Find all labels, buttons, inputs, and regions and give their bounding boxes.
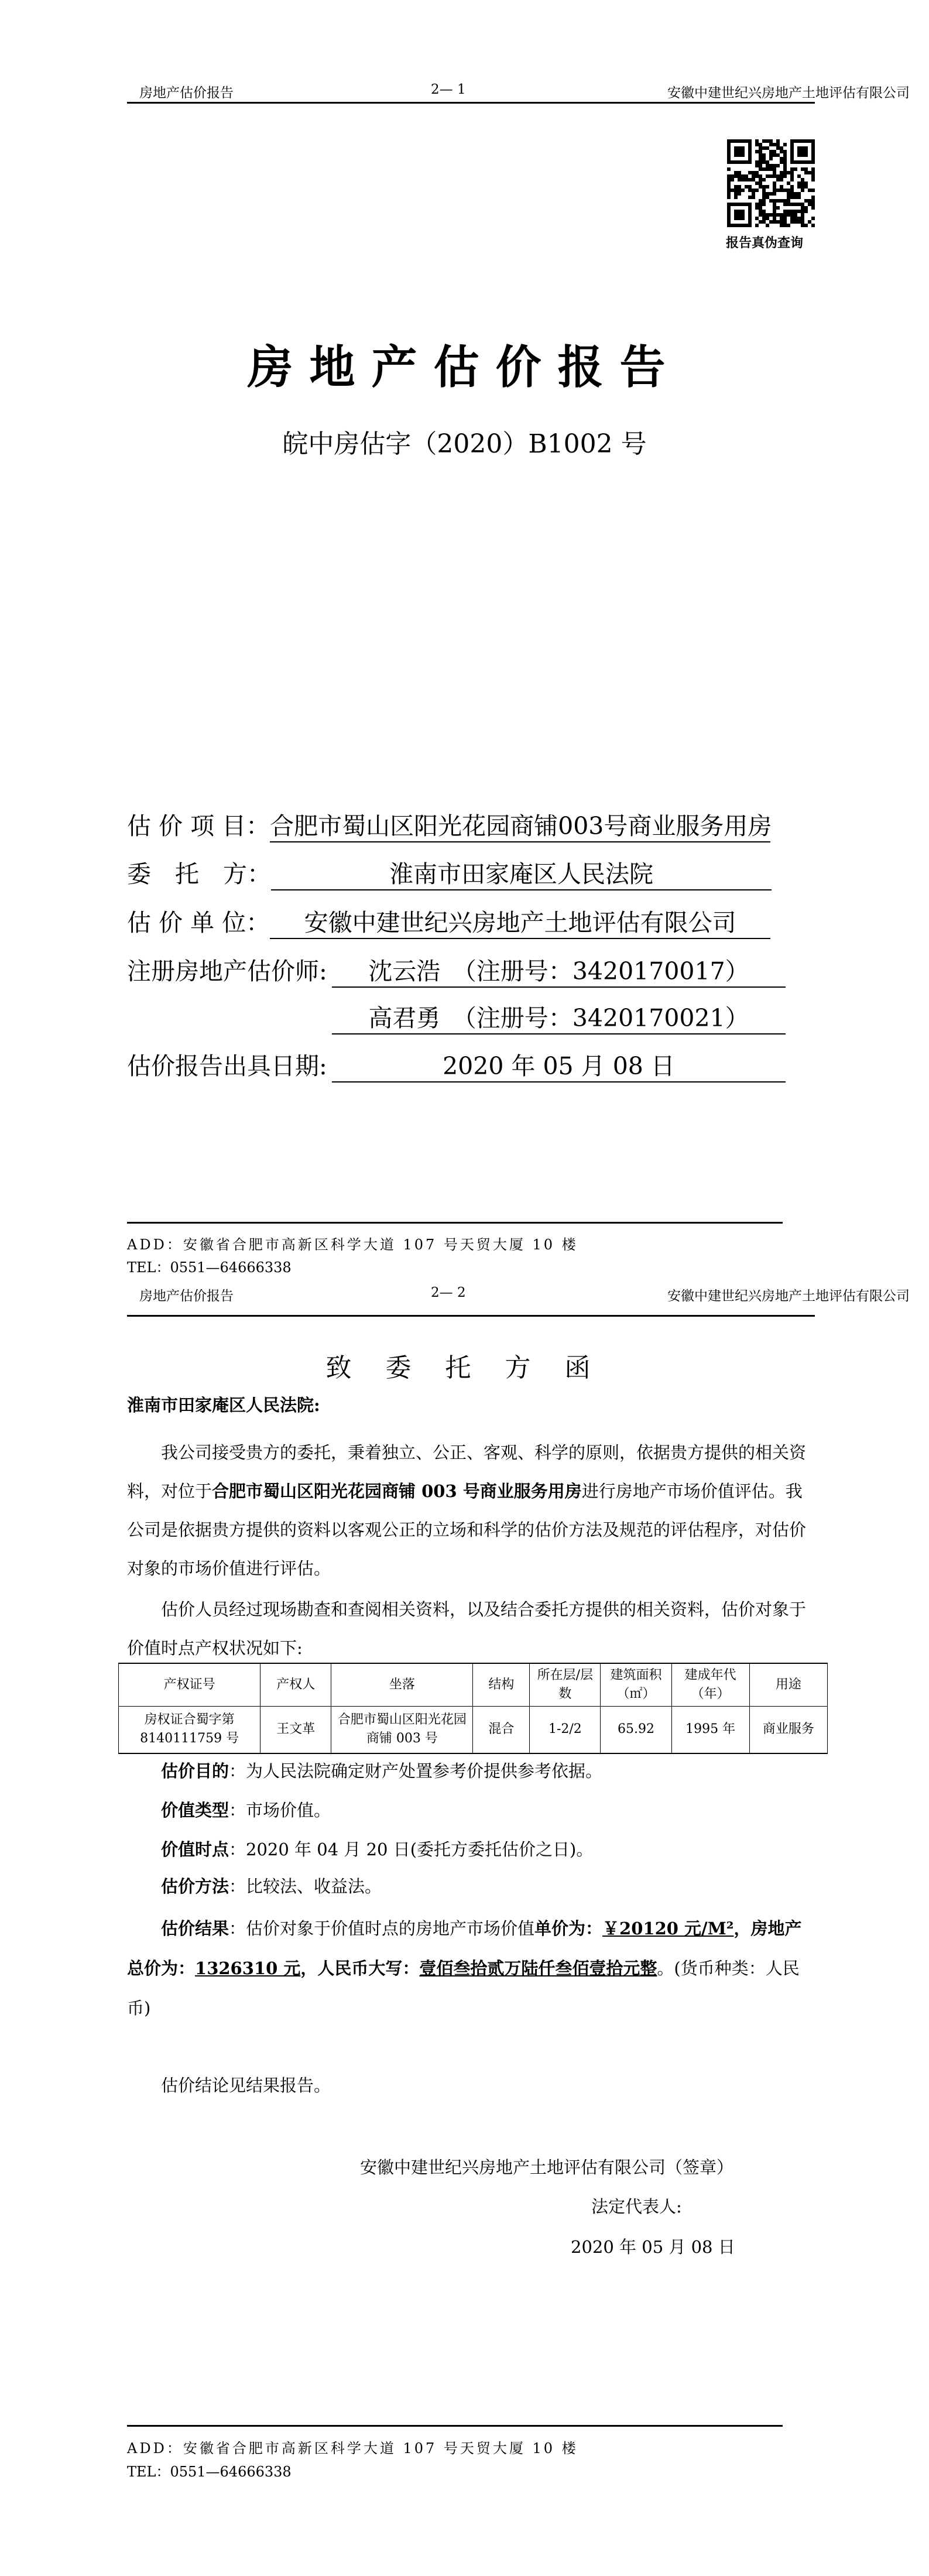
item-purpose: [161, 1758, 849, 1782]
table-header: 产权人: [260, 1663, 331, 1707]
header-rule: [127, 102, 815, 104]
report-title: 房地产估价报告: [247, 341, 682, 394]
table-header: 坐落: [331, 1663, 473, 1707]
item-value: ：为人民法院确定财产处置参考价提供参考依据。: [229, 1761, 603, 1781]
field-label: 估 价 项 目：: [127, 812, 270, 840]
footer-address: ADD：安徽省合肥市高新区科学大道 107 号天贸大厦 10 楼: [127, 2440, 578, 2457]
letter-date: 2020 年 05 月 08 日: [571, 2237, 735, 2257]
total-label: ，房地产总价为：: [127, 1919, 802, 1978]
conclusion: 估价结论见结果报告。: [161, 2075, 331, 2095]
table-row: [119, 1707, 828, 1753]
header-right: 安徽中建世纪兴房地产土地评估有限公司: [667, 85, 910, 101]
rmb-label: ，人民币大写：: [300, 1958, 420, 1978]
footer-tel: TEL：0551—64666338: [127, 1259, 292, 1276]
table-cell: 商业服务: [749, 1707, 827, 1753]
qr-code-icon[interactable]: [727, 139, 815, 227]
letter-title: 致 委 托 方 函: [325, 1353, 604, 1383]
field-appraiser-2: [127, 999, 786, 1034]
table-cell: 合肥市蜀山区阳光花园商铺 003 号: [331, 1707, 473, 1753]
field-value: 淮南市田家庵区人民法院: [271, 855, 772, 890]
legal-representative: 法定代表人:: [591, 2197, 682, 2217]
item-label: 估价结果: [161, 1919, 229, 1938]
item-value-date: [161, 1837, 849, 1861]
footer-tel: TEL：0551—64666338: [127, 2464, 292, 2480]
table-header-row: [119, 1663, 828, 1707]
para-text: 我公司接受贵方的委托，秉着独立、公正、客观、科学的原则，依据贵方提供的相关资料，对位于: [127, 1443, 807, 1501]
total-price: 1326310 元: [195, 1958, 301, 1978]
report-number: 皖中房估字（2020）B1002 号: [282, 429, 647, 459]
header-page-number: 2— 2: [431, 1285, 466, 1300]
header-left: 房地产估价报告: [139, 85, 234, 101]
table-cell: 混合: [473, 1707, 530, 1753]
header-rule: [127, 1315, 815, 1317]
item-label: 估价方法: [161, 1876, 229, 1896]
table-header: 用途: [749, 1663, 827, 1707]
property-address: 合肥市蜀山区阳光花园商铺 003 号商业服务用房: [212, 1481, 582, 1501]
property-table: [118, 1663, 828, 1754]
footer-address: ADD：安徽省合肥市高新区科学大道 107 号天贸大厦 10 楼: [127, 1236, 578, 1253]
valuation-result: [127, 1909, 815, 2028]
table-cell: 王文革: [260, 1707, 331, 1753]
letter-paragraph-1: [127, 1433, 815, 1588]
table-header: 结构: [473, 1663, 530, 1707]
item-value-type: [161, 1797, 849, 1821]
field-label: 委 托 方：: [127, 860, 271, 888]
field-project: [127, 807, 770, 842]
field-client: [127, 855, 772, 890]
footer-rule: [127, 2425, 783, 2427]
field-label: 注册房地产估价师:: [127, 957, 327, 985]
currency-note: 。(货币种类：人民币): [127, 1958, 800, 2018]
field-value: 合肥市蜀山区阳光花园商铺003号商业服务用房: [270, 807, 770, 842]
table-header: 建筑面积（㎡）: [601, 1663, 671, 1707]
item-value: ：比较法、收益法。: [229, 1876, 382, 1896]
footer-rule: [127, 1222, 783, 1224]
rmb-amount: 壹佰叁拾贰万陆仟叁佰壹拾元整: [419, 1958, 657, 1978]
item-label: 估价目的: [161, 1761, 229, 1781]
qr-caption: 报告真伪查询: [726, 235, 804, 251]
table-header: 建成年代（年）: [671, 1663, 749, 1707]
company-signature: 安徽中建世纪兴房地产土地评估有限公司（签章）: [360, 2157, 734, 2177]
item-value: ：市场价值。: [229, 1800, 331, 1820]
field-value: 高君勇 （注册号：3420170021）: [332, 999, 786, 1034]
table-cell: 1995 年: [671, 1707, 749, 1753]
field-appraiser-org: [127, 903, 770, 939]
header-page-number: 2— 1: [431, 82, 466, 97]
item-label: 价值类型: [161, 1800, 229, 1820]
field-label: 估价报告出具日期:: [127, 1052, 327, 1080]
header-left: 房地产估价报告: [139, 1289, 234, 1304]
para-text: 进行房地产市场价值评估。我公司是依据贵方提供的资料以客观公正的立场和科学的估价方法及规范的评估程序，对估价对象的市场价值进行评估。: [127, 1481, 807, 1578]
field-appraiser-1: [127, 952, 786, 988]
item-label: 价值时点: [161, 1839, 229, 1859]
field-value: 2020 年 05 月 08 日: [332, 1047, 786, 1083]
unit-price: ￥20120 元/M²: [602, 1919, 734, 1938]
unit-price-label: 单价为：: [534, 1919, 603, 1938]
table-header: 产权证号: [119, 1663, 260, 1707]
result-text: ：估价对象于价值时点的房地产市场价值: [229, 1919, 535, 1938]
field-report-date: [127, 1047, 786, 1083]
item-value: ：2020 年 04 月 20 日(委托方委托估价之日)。: [229, 1839, 594, 1859]
letter-paragraph-2: 估价人员经过现场勘查和查阅相关资料，以及结合委托方提供的相关资料，估价对象于价值时点产权状况如下:: [127, 1599, 807, 1658]
table-header: 所在层/层数: [530, 1663, 601, 1707]
table-cell: 房权证合蜀字第8140111759 号: [119, 1707, 260, 1753]
table-cell: 65.92: [601, 1707, 671, 1753]
field-value: 沈云浩 （注册号：3420170017）: [332, 952, 786, 988]
field-value: 安徽中建世纪兴房地产土地评估有限公司: [270, 903, 770, 939]
item-method: [161, 1873, 849, 1897]
header-right: 安徽中建世纪兴房地产土地评估有限公司: [667, 1289, 910, 1304]
field-label: 估 价 单 位：: [127, 909, 270, 937]
table-cell: 1-2/2: [530, 1707, 601, 1753]
letter-addressee: 淮南市田家庵区人民法院:: [127, 1395, 320, 1415]
